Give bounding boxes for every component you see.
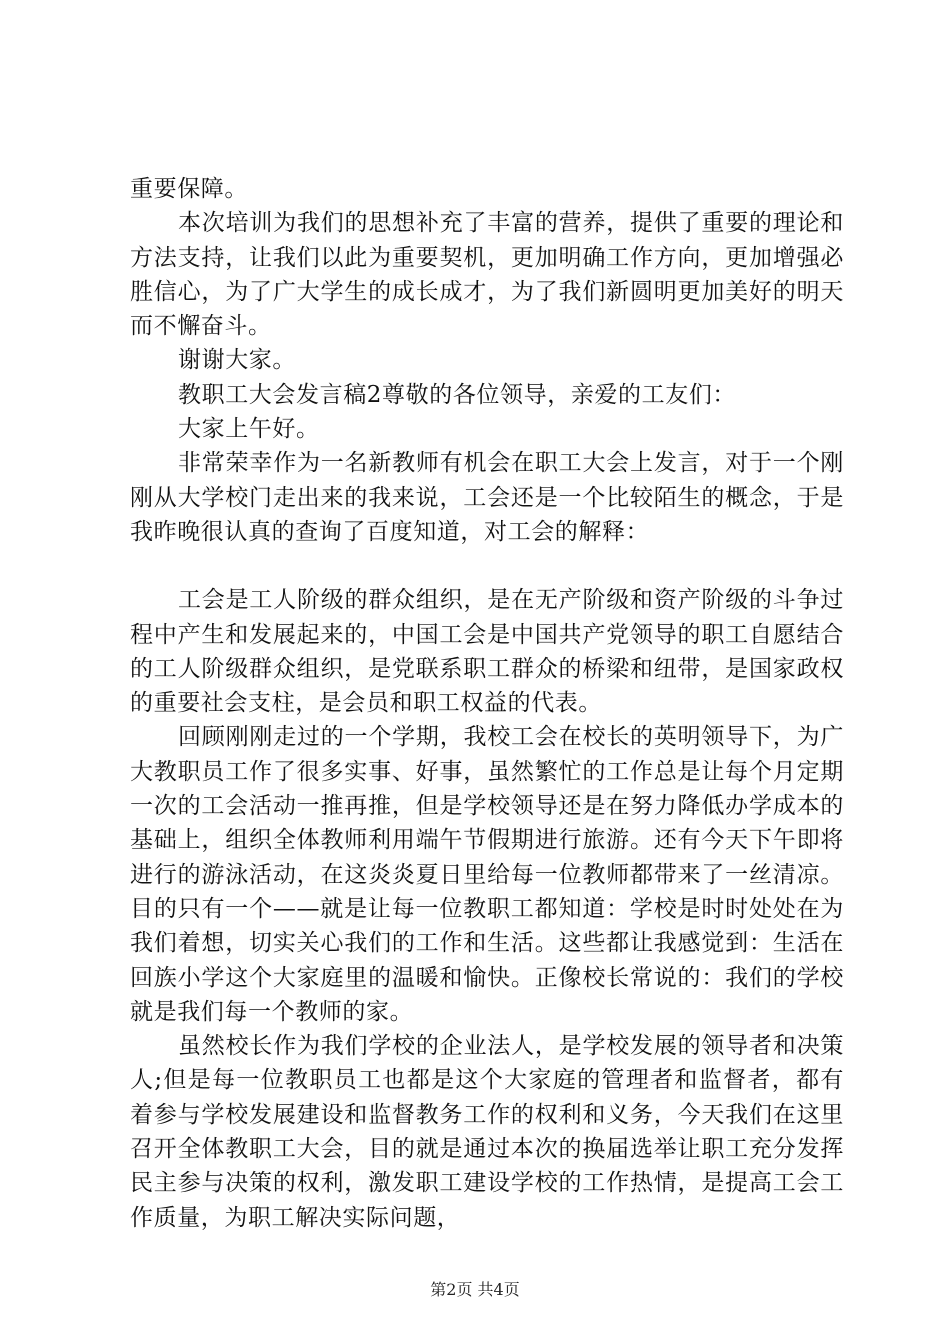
paragraph-2: 本次培训为我们的思想补充了丰富的营养，提供了重要的理论和方法支持，让我们以此为重要契机，更加明确工作方向，更加增强必胜信心，为了广大学生的成长成才，为了我们新圆明更加美好的明天而不懈奋斗。 [130,210,844,340]
paragraph-3: 谢谢大家。 [178,347,296,374]
paragraph-5: 大家上午好。 [178,416,320,443]
paragraph-1: 重要保障。 [130,176,248,202]
paragraph-8: 回顾刚刚走过的一个学期，我校工会在校长的英明领导下，为广大教职员工作了很多实事、好事，虽然繁忙的工作总是让每个月定期一次的工会活动一推再推，但是学校领导还是在努力降低办学成本的基础上，组织全体教师利用端午节假期进行旅游。还有今天下午即将进行的游泳活动，在这炎炎夏日里给每一位教师都带来了一丝清凉。目的只有一个——就是让每一位教职工都知道：学校是时时处处在为我们着想，切实关心我们的工作和生活。这些都让我感觉到：生活在回族小学这个大家庭里的温暖和愉快。正像校长常说的：我们的学校就是我们每一个教师的家。 [130,724,844,1025]
paragraph-4: 教职工大会发言稿2尊敬的各位领导，亲爱的工友们： [178,381,737,408]
document-body [130,172,844,1235]
paragraph-6: 非常荣幸作为一名新教师有机会在职工大会上发言，对于一个刚刚从大学校门走出来的我来说，工会还是一个比较陌生的概念，于是我昨晚很认真的查询了百度知道，对工会的解释： [130,450,844,545]
page-footer: 第2页 共4页 [430,1280,520,1299]
paragraph-7: 工会是工人阶级的群众组织，是在无产阶级和资产阶级的斗争过程中产生和发展起来的，中国工会是中国共产党领导的职工自愿结合的工人阶级群众组织，是党联系职工群众的桥梁和纽带，是国家政权的重要社会支柱，是会员和职工权益的代表。 [130,587,844,717]
paragraph-gap [130,549,844,583]
paragraph-9: 虽然校长作为我们学校的企业法人，是学校发展的领导者和决策人;但是每一位教职员工也都是这个大家庭的管理者和监督者，都有着参与学校发展建设和监督教务工作的权利和义务，今天我们在这里召开全体教职工大会，目的就是通过本次的换届选举让职工充分发挥民主参与决策的权利，激发职工建设学校的工作热情，是提高工会工作质量，为职工解决实际问题， [130,1033,844,1231]
